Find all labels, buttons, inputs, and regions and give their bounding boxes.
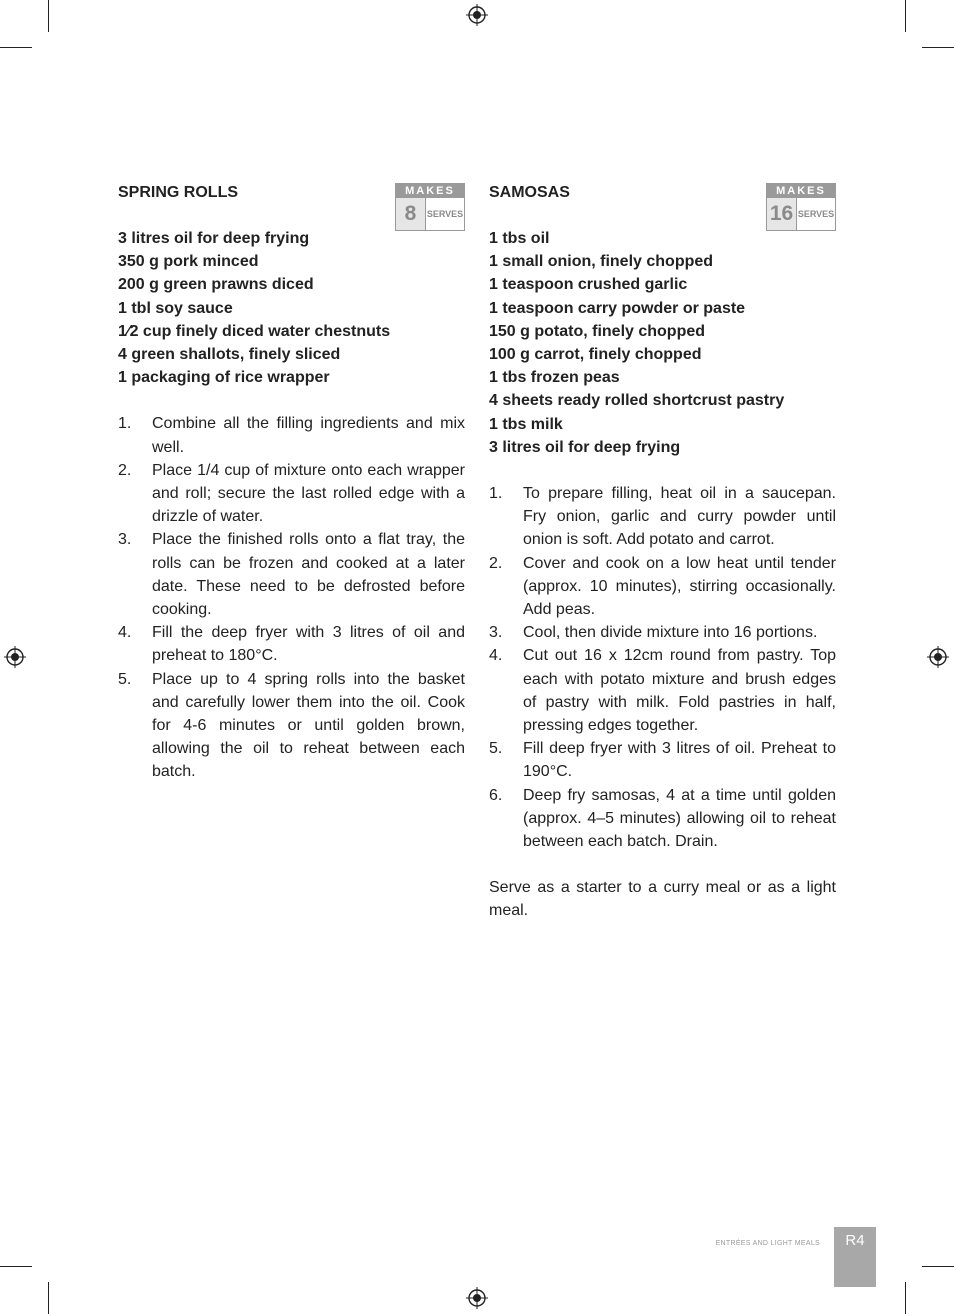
crop-mark [905, 0, 906, 32]
ingredient-item: 1 tbs frozen peas [489, 369, 620, 387]
ingredient-item: 350 g pork minced [118, 253, 259, 271]
step-number: 4. [118, 624, 132, 642]
ingredient-item: 100 g carrot, finely chopped [489, 346, 702, 364]
method-list [118, 412, 465, 783]
crop-mark [48, 1282, 49, 1314]
step-number: 4. [489, 647, 503, 665]
step-number: 1. [489, 485, 503, 503]
ingredient-item: 4 green shallots, finely sliced [118, 346, 341, 364]
makes-badge [395, 183, 465, 231]
step-text: Combine all the filling ingredients and mix well. [152, 415, 465, 456]
step-number: 6. [489, 786, 503, 804]
step-text: Place up to 4 spring rolls into the basket and carefully lower them into the oil. Cook for 4-6 minutes or until golden brown, allowing the oil to reheat between each batch. [152, 670, 465, 781]
step-number: 1. [118, 415, 132, 433]
method-step [489, 737, 836, 783]
makes-count: 8 [396, 198, 426, 230]
method-step [118, 668, 465, 784]
step-number: 5. [489, 740, 503, 758]
recipe-title: SPRING ROLLS [118, 184, 239, 201]
method-step [489, 621, 836, 644]
makes-badge [766, 183, 836, 231]
step-text: Fill the deep fryer with 3 litres of oil and preheat to 180°C. [152, 624, 465, 665]
serves-label: SERVES [797, 209, 835, 219]
recipe-samosas [489, 181, 836, 923]
step-text: Place 1/4 cup of mixture onto each wrapper and roll; secure the last rolled edge with a drizzle of water. [152, 461, 465, 526]
ingredient-item: 150 g potato, finely chopped [489, 322, 706, 340]
ingredient-item: 4 sheets ready rolled shortcrust pastry [489, 392, 785, 410]
step-number: 5. [118, 670, 132, 688]
crop-mark [0, 47, 32, 48]
step-text: Cover and cook on a low heat until tender (approx. 10 minutes), stirring occasionally. Add peas. [523, 554, 836, 619]
registration-mark-icon [4, 646, 26, 668]
step-text: Cut out 16 x 12cm round from pastry. Top each with potato mixture and brush edges of pastry with milk. Fold pastries in half, pressing edges together. [523, 647, 836, 735]
ingredient-item: 1 packaging of rice wrapper [118, 369, 330, 387]
ingredient-item: 1 teaspoon crushed garlic [489, 276, 688, 294]
crop-mark [0, 1266, 32, 1267]
step-number: 3. [489, 624, 503, 642]
ingredient-list [489, 227, 836, 459]
makes-label: MAKES [396, 184, 464, 198]
crop-mark [922, 47, 954, 48]
ingredient-item: 1⁄2 cup finely diced water chestnuts [118, 322, 391, 340]
ingredient-item: 1 tbs milk [489, 415, 563, 433]
step-text: To prepare filling, heat oil in a saucepan. Fry onion, garlic and curry powder until onion is soft. Add potato and carrot. [523, 485, 836, 549]
makes-label: MAKES [767, 184, 835, 198]
ingredient-item: 3 litres oil for deep frying [489, 438, 681, 456]
ingredient-item: 1 small onion, finely chopped [489, 253, 714, 271]
ingredient-item: 3 litres oil for deep frying [118, 230, 310, 247]
registration-mark-icon [466, 1287, 488, 1309]
recipe-spring-rolls [118, 181, 465, 784]
registration-mark-icon [466, 4, 488, 26]
method-step [118, 459, 465, 529]
section-label: ENTRÉES AND LIGHT MEALS [715, 1240, 820, 1247]
method-step [118, 621, 465, 667]
crop-mark [922, 1266, 954, 1267]
step-number: 3. [118, 531, 132, 549]
method-step [489, 552, 836, 622]
crop-mark [905, 1282, 906, 1314]
step-number: 2. [489, 554, 503, 572]
step-text: Place the finished rolls onto a flat tray, the rolls can be frozen and cooked at a later date. These need to be defrosted before cooking. [152, 531, 465, 619]
method-step [489, 784, 836, 854]
registration-mark-icon [927, 646, 949, 668]
method-step [118, 412, 465, 458]
serves-label: SERVES [426, 209, 464, 219]
method-step [489, 482, 836, 552]
step-text: Deep fry samosas, 4 at a time until golden (approx. 4–5 minutes) allowing oil to reheat between each batch. Drain. [523, 786, 836, 851]
crop-mark [48, 0, 49, 32]
recipe-title: SAMOSAS [489, 184, 570, 201]
ingredient-item: 1 tbs oil [489, 230, 550, 247]
page-number: R4 [834, 1227, 876, 1287]
step-text: Cool, then divide mixture into 16 portions. [523, 624, 818, 642]
makes-count: 16 [767, 198, 797, 230]
method-step [489, 644, 836, 737]
ingredient-item: 200 g green prawns diced [118, 276, 314, 294]
step-text: Fill deep fryer with 3 litres of oil. Preheat to 190°C. [523, 740, 836, 781]
ingredient-item: 1 teaspoon carry powder or paste [489, 299, 746, 317]
ingredient-list [118, 227, 465, 389]
ingredient-item: 1 tbl soy sauce [118, 299, 233, 317]
method-step [118, 528, 465, 621]
method-list [489, 482, 836, 853]
serving-note: Serve as a starter to a curry meal or as a light meal. [489, 879, 836, 920]
step-number: 2. [118, 461, 132, 479]
